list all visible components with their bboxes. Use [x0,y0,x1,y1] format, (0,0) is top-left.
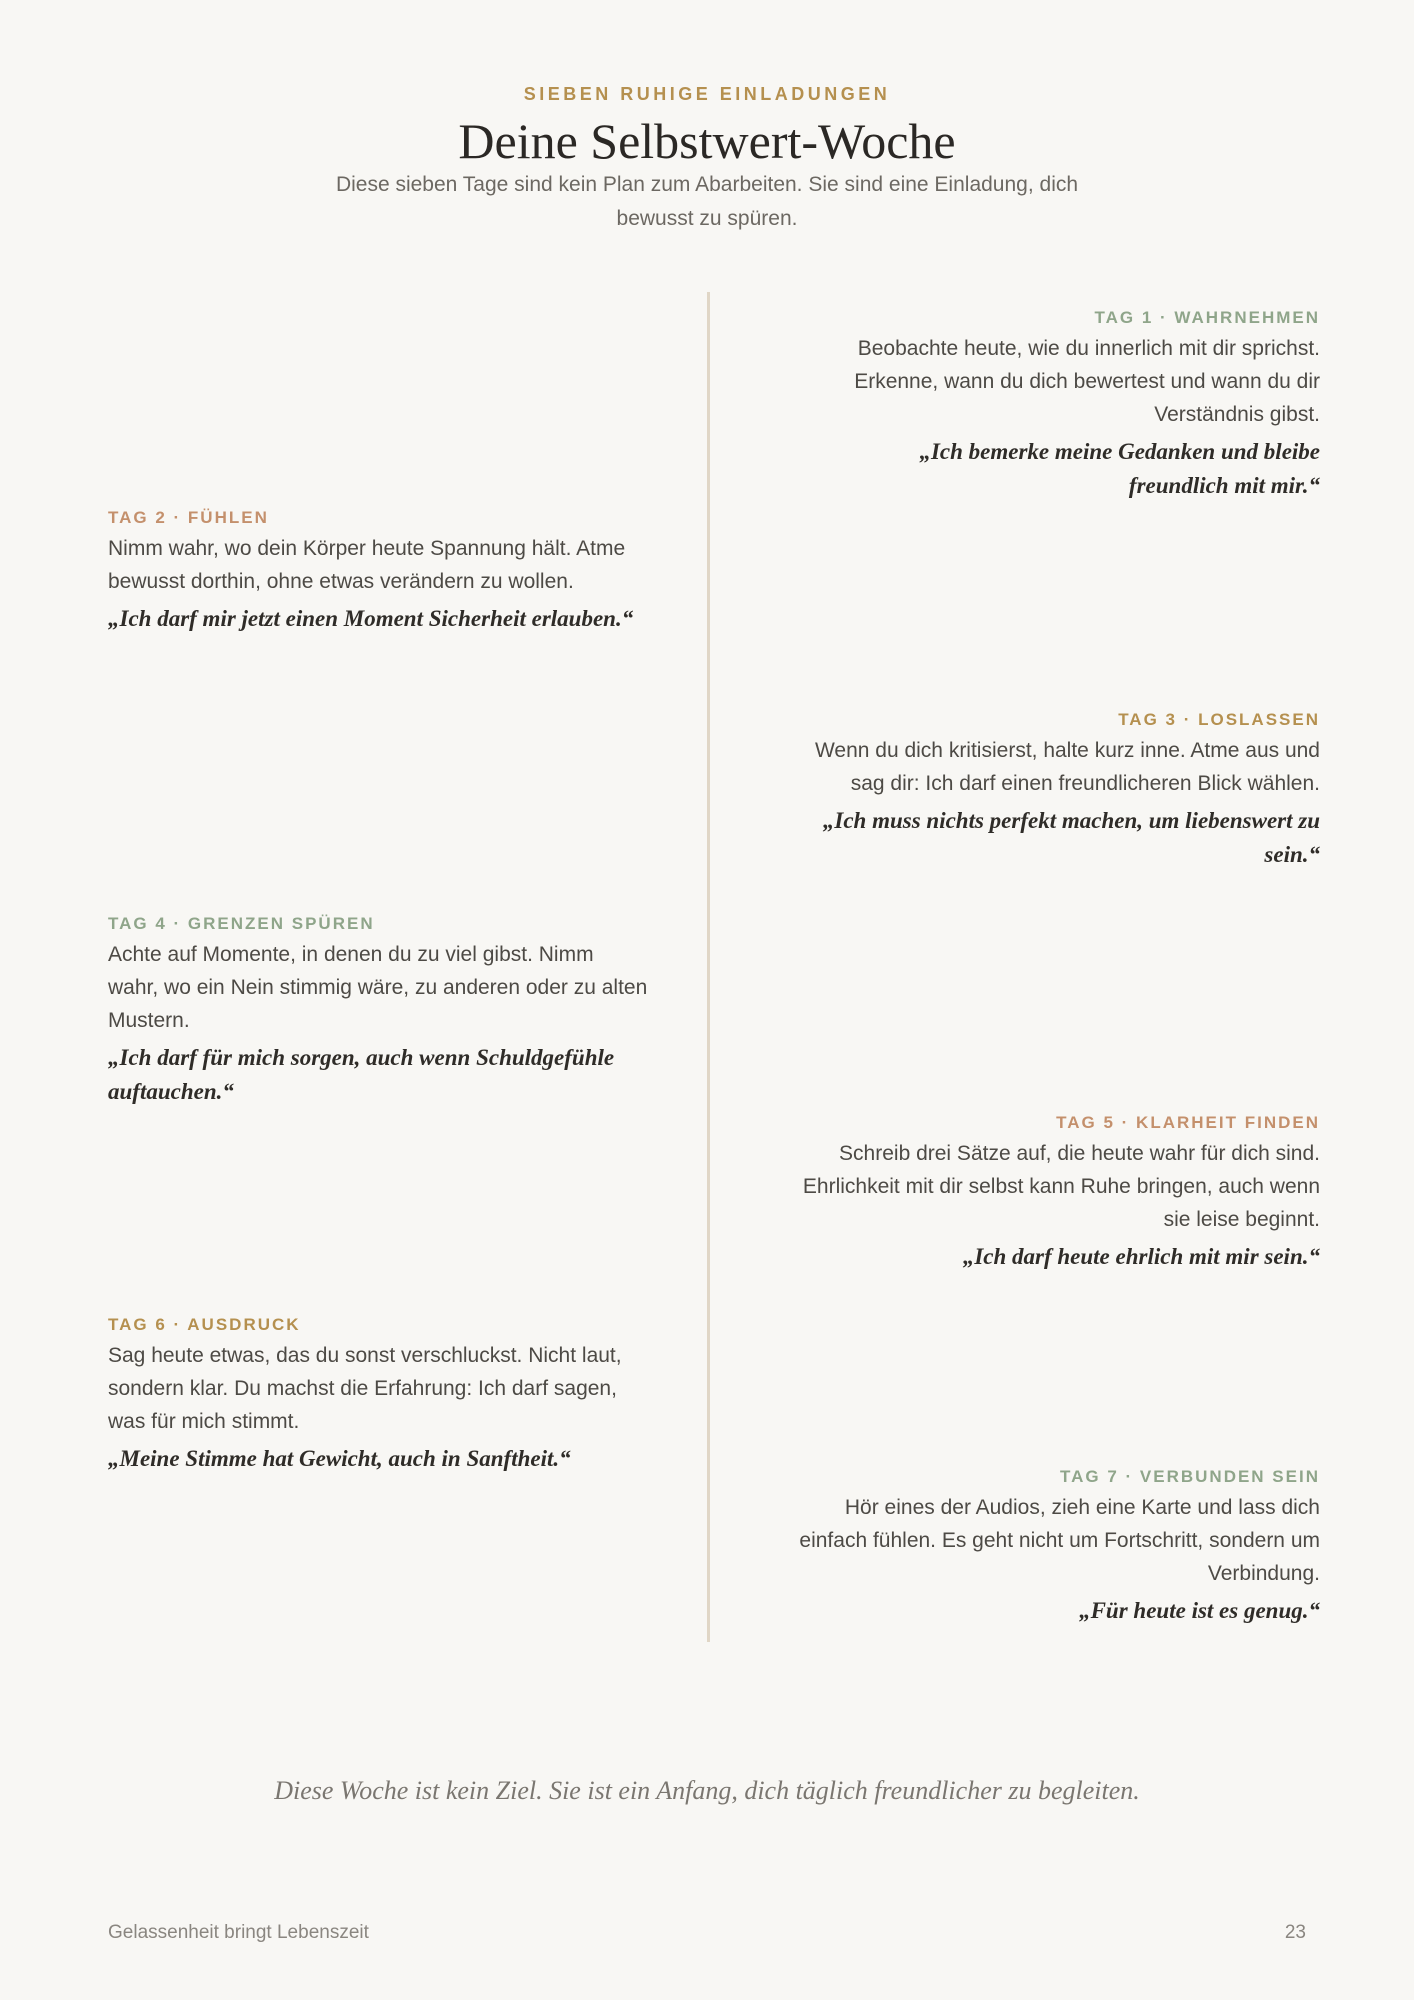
day-label: TAG 5 · KLARHEIT FINDEN [1056,1113,1320,1132]
day-card-5 [780,1111,1320,1274]
day-body: Achte auf Momente, in denen du zu viel gibst. Nimm wahr, wo ein Nein stimmig wäre, zu anderen oder zu alten Mustern. [108,943,648,1032]
day-quote: „Ich muss nichts perfekt machen, um liebenswert zu sein.“ [822,808,1320,867]
day-quote: „Ich darf mir jetzt einen Moment Sicherheit erlauben.“ [108,606,634,631]
day-card-7 [780,1465,1320,1628]
day-quote: „Ich bemerke meine Gedanken und bleibe freundlich mit mir.“ [919,439,1320,498]
closing-line: Diese Woche ist kein Ziel. Sie ist ein Anfang, dich täglich freundlicher zu begleiten. [274,1776,1140,1805]
timeline-divider [707,292,710,1642]
day-card-3 [780,708,1320,872]
day-quote: „Meine Stimme hat Gewicht, auch in Sanftheit.“ [108,1446,571,1471]
footer-title: Gelassenheit bringt Lebenszeit [108,1922,369,1943]
day-label: TAG 1 · WAHRNEHMEN [1094,308,1320,327]
eyebrow: SIEBEN RUHIGE EINLADUNGEN [523,84,891,104]
day-body: Nimm wahr, wo dein Körper heute Spannung hält. Atme bewusst dorthin, ohne etwas verändern zu wollen. [108,537,626,593]
day-label: TAG 6 · AUSDRUCK [108,1315,301,1334]
day-label: TAG 7 · VERBUNDEN SEIN [1060,1467,1320,1486]
day-card-1 [780,306,1320,503]
day-label: TAG 4 · GRENZEN SPÜREN [108,914,375,933]
day-quote: „Ich darf heute ehrlich mit mir sein.“ [962,1244,1320,1269]
day-body: Hör eines der Audios, zieh eine Karte und lass dich einfach fühlen. Es geht nicht um Fortschritt, sondern um Verbindung. [799,1496,1320,1585]
day-card-4 [108,912,648,1109]
day-quote: „Ich darf für mich sorgen, auch wenn Schuldgefühle auftauchen.“ [108,1045,615,1104]
day-body: Wenn du dich kritisierst, halte kurz inne. Atme aus und sag dir: Ich darf einen freundlicheren Blick wählen. [814,739,1320,795]
day-card-2 [108,506,648,636]
page-number: 23 [1284,1922,1306,1943]
page-title: Deine Selbstwert-Woche [458,113,956,169]
day-body: Schreib drei Sätze auf, die heute wahr für dich sind. Ehrlichkeit mit dir selbst kann Ruhe bringen, auch wenn sie leise beginnt. [802,1142,1320,1231]
day-body: Sag heute etwas, das du sonst verschluckst. Nicht laut, sondern klar. Du machst die Erfahrung: Ich darf sagen, was für mich stimmt. [108,1344,622,1433]
day-quote: „Für heute ist es genug.“ [1079,1598,1320,1623]
day-card-6 [108,1313,648,1476]
day-label: TAG 2 · FÜHLEN [108,508,269,527]
day-body: Beobachte heute, wie du innerlich mit dir sprichst. Erkenne, wann du dich bewertest und wann du dir Verständnis gibst. [854,337,1320,426]
page-subtitle: Diese sieben Tage sind kein Plan zum Abarbeiten. Sie sind eine Einladung, dich bewusst zu spüren. [335,173,1079,230]
day-label: TAG 3 · LOSLASSEN [1118,710,1320,729]
